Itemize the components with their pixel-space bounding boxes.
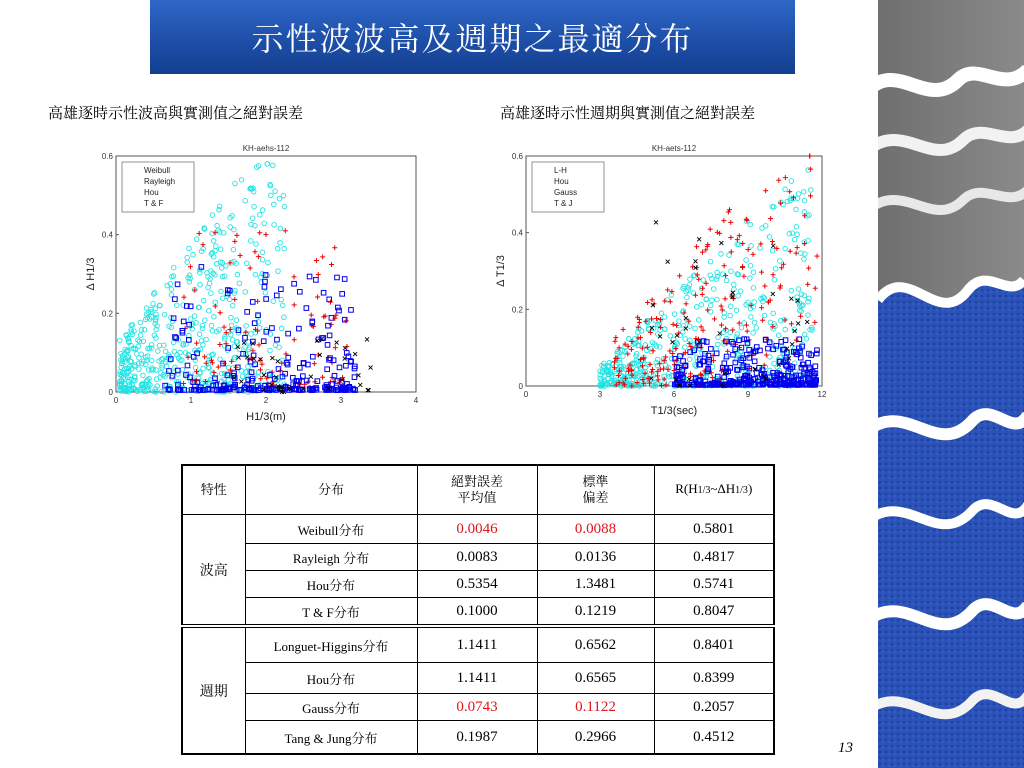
- x-tick-label: 3: [597, 390, 603, 399]
- distribution-cell: Rayleigh 分布: [245, 544, 417, 571]
- x-axis-label: H1/3(m): [246, 411, 286, 423]
- correlation-cell: 0.8399: [654, 663, 774, 694]
- std-dev-cell: 0.0088: [537, 515, 654, 544]
- mean-error-cell: 0.5354: [417, 571, 537, 598]
- legend-label: Rayleigh: [144, 177, 176, 186]
- mean-error-cell: 0.0083: [417, 544, 537, 571]
- x-tick-label: 0: [523, 390, 529, 399]
- table-row: [182, 663, 774, 694]
- header-std-dev: 標準 偏差: [537, 465, 654, 515]
- distribution-cell: Gauss分布: [245, 694, 417, 721]
- table-row: [182, 694, 774, 721]
- correlation-cell: 0.8401: [654, 626, 774, 663]
- mean-error-cell: 1.1411: [417, 626, 537, 663]
- distribution-cell: Weibull分布: [245, 515, 417, 544]
- legend-label: Hou: [144, 188, 159, 197]
- y-tick-label: 0.4: [511, 228, 523, 238]
- mean-error-cell: 0.1000: [417, 598, 537, 627]
- y-tick-label: 0.2: [101, 309, 113, 319]
- correlation-cell: 0.4817: [654, 544, 774, 571]
- legend-label: Hou: [554, 177, 569, 186]
- title-banner: [150, 0, 795, 74]
- page-number: 13: [838, 740, 853, 756]
- x-tick-label: 1: [188, 396, 194, 405]
- y-tick-label: 0: [108, 388, 113, 397]
- mean-error-cell: 0.0046: [417, 515, 537, 544]
- distribution-cell: Longuet-Higgins分布: [245, 626, 417, 663]
- correlation-cell: 0.2057: [654, 694, 774, 721]
- distribution-cell: Tang & Jung分布: [245, 721, 417, 755]
- correlation-cell: 0.4512: [654, 721, 774, 755]
- legend-label: T & J: [554, 199, 573, 208]
- y-axis-label: Δ T1/3: [495, 255, 507, 287]
- group-label: 週期: [182, 626, 245, 754]
- chart-title: KH-aehs-112: [242, 144, 290, 153]
- x-tick-label: 3: [338, 396, 344, 405]
- table-row: [182, 544, 774, 571]
- legend-label: T & F: [144, 199, 164, 208]
- y-axis-label: Δ H1/3: [85, 257, 97, 291]
- mean-error-cell: 0.1987: [417, 721, 537, 755]
- y-tick-label: 0: [518, 382, 523, 391]
- wave-height-error-chart: [78, 138, 430, 430]
- wave-decoration: [878, 0, 1024, 768]
- std-dev-cell: 0.6565: [537, 663, 654, 694]
- fit-statistics-table: [181, 464, 775, 755]
- chart-title: KH-aets-112: [651, 144, 697, 153]
- std-dev-cell: 0.6562: [537, 626, 654, 663]
- group-label: 波高: [182, 515, 245, 627]
- distribution-cell: Hou分布: [245, 663, 417, 694]
- std-dev-cell: 0.0136: [537, 544, 654, 571]
- table-row: [182, 721, 774, 755]
- header-distribution: 分布: [245, 465, 417, 515]
- x-tick-label: 4: [413, 396, 419, 405]
- y-tick-label: 0.2: [511, 305, 523, 315]
- caption-wave-period: 高雄逐時示性週期與實測值之絕對誤差: [500, 104, 756, 122]
- mean-error-cell: 0.0743: [417, 694, 537, 721]
- x-tick-label: 9: [745, 390, 751, 399]
- legend-label: Gauss: [554, 188, 578, 197]
- x-tick-label: 6: [671, 390, 677, 399]
- std-dev-cell: 0.1122: [537, 694, 654, 721]
- x-tick-label: 2: [263, 396, 269, 405]
- y-tick-label: 0.6: [101, 152, 113, 161]
- wave-period-error-chart: [494, 138, 834, 420]
- header-property: 特性: [182, 465, 245, 515]
- correlation-cell: 0.5801: [654, 515, 774, 544]
- y-tick-label: 0.4: [101, 230, 113, 240]
- correlation-cell: 0.5741: [654, 571, 774, 598]
- x-tick-label: 0: [113, 396, 119, 405]
- caption-wave-height: 高雄逐時示性波高與實測值之絕對誤差: [48, 104, 304, 122]
- mean-error-cell: 1.1411: [417, 663, 537, 694]
- x-tick-label: 12: [817, 390, 827, 399]
- correlation-cell: 0.8047: [654, 598, 774, 627]
- std-dev-cell: 1.3481: [537, 571, 654, 598]
- table-row: [182, 515, 774, 544]
- y-tick-label: 0.6: [511, 152, 523, 161]
- distribution-cell: T & F分布: [245, 598, 417, 627]
- slide-title: 示性波波高及週期之最適分布: [251, 20, 694, 58]
- x-axis-label: T1/3(sec): [650, 405, 698, 417]
- table-row: [182, 626, 774, 663]
- table-row: [182, 571, 774, 598]
- header-mean-error: 絕對誤差 平均值: [417, 465, 537, 515]
- legend-label: L-H: [554, 166, 567, 175]
- header-correlation: R(H1/3~ΔH1/3): [654, 465, 774, 515]
- std-dev-cell: 0.2966: [537, 721, 654, 755]
- table-row: [182, 598, 774, 627]
- std-dev-cell: 0.1219: [537, 598, 654, 627]
- distribution-cell: Hou分布: [245, 571, 417, 598]
- legend-label: Weibull: [144, 166, 171, 175]
